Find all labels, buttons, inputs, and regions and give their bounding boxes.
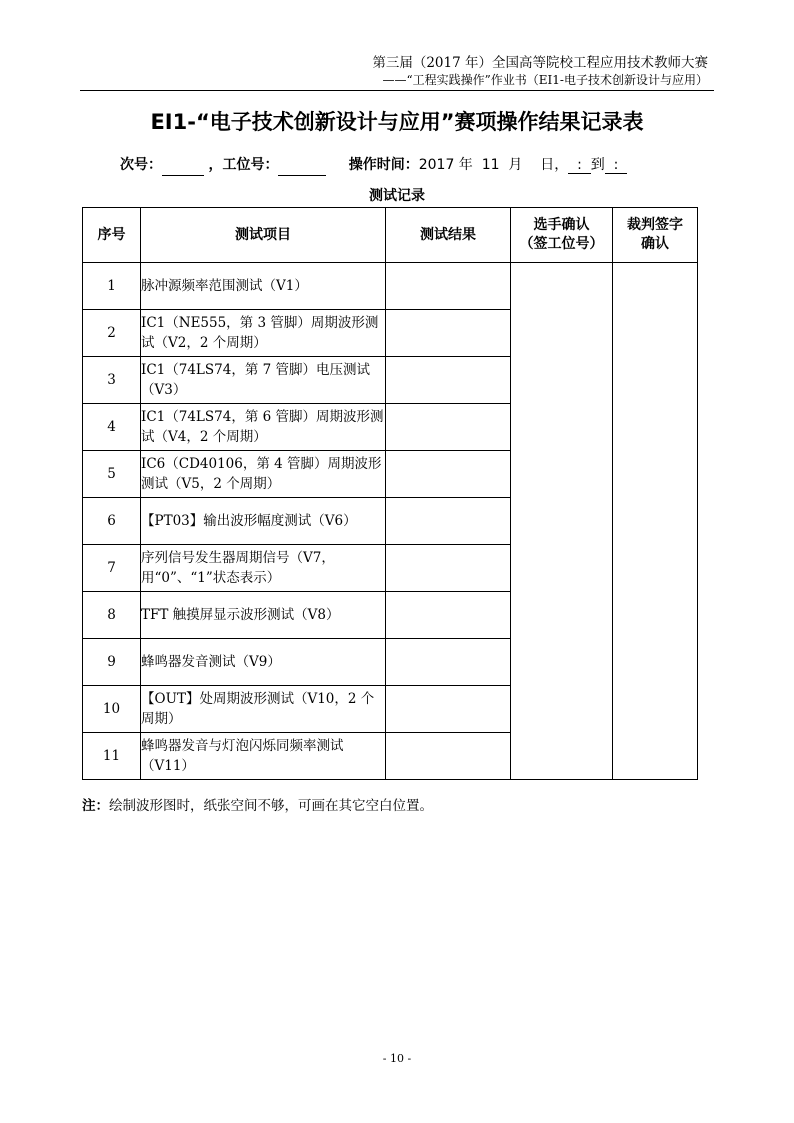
test-result-cell[interactable] <box>386 310 511 357</box>
test-item: IC1（NE555，第 3 管脚）周期波形测试（V2，2 个周期） <box>141 310 386 357</box>
col-header-contestant-confirm: 选手确认 （签工位号） <box>511 208 613 263</box>
note-label: 注： <box>82 798 109 814</box>
seq-label: 次号： <box>120 157 162 173</box>
to-label: 到 <box>590 157 605 173</box>
row-number: 6 <box>83 498 141 545</box>
page-number: - 10 - <box>382 1052 412 1065</box>
test-item: 脉冲源频率范围测试（V1） <box>141 263 386 310</box>
test-record-table <box>82 207 698 780</box>
header-workbook-subtitle: ——“工程实践操作”作业书（EI1-电子技术创新设计与应用） <box>382 73 708 87</box>
test-result-cell[interactable] <box>386 733 511 780</box>
test-item: TFT 触摸屏显示波形测试（V8） <box>141 592 386 639</box>
test-item: IC1（74LS74，第 6 管脚）周期波形测试（V4，2 个周期） <box>141 404 386 451</box>
date-text: 2017 年 11 月 日， <box>418 157 569 173</box>
station-field[interactable] <box>278 159 326 176</box>
contestant-confirm-cell[interactable] <box>511 263 613 780</box>
test-item: 【OUT】处周期波形测试（V10，2 个周期） <box>141 686 386 733</box>
page-title: EI1-“电子技术创新设计与应用”赛项操作结果记录表 <box>150 110 644 134</box>
header-rule <box>80 90 714 91</box>
row-number: 4 <box>83 404 141 451</box>
row-number: 3 <box>83 357 141 404</box>
col-header-number: 序号 <box>83 208 141 263</box>
table-caption: 测试记录 <box>369 188 425 204</box>
station-label: ，工位号： <box>208 157 279 173</box>
test-result-cell[interactable] <box>386 592 511 639</box>
test-result-cell[interactable] <box>386 545 511 592</box>
col-header-judge-sign: 裁判签字 确认 <box>613 208 698 263</box>
row-number: 7 <box>83 545 141 592</box>
test-item: 蜂鸣器发音测试（V9） <box>141 639 386 686</box>
test-result-cell[interactable] <box>386 357 511 404</box>
test-item: 序列信号发生器周期信号（V7，用“0”、“1”状态表示） <box>141 545 386 592</box>
test-result-cell[interactable] <box>386 639 511 686</box>
table-header-row <box>83 208 698 263</box>
table-row <box>83 263 698 310</box>
test-item: IC1（74LS74，第 7 管脚）电压测试（V3） <box>141 357 386 404</box>
test-result-cell[interactable] <box>386 404 511 451</box>
test-result-cell[interactable] <box>386 451 511 498</box>
row-number: 2 <box>83 310 141 357</box>
test-item: 蜂鸣器发音与灯泡闪烁同频率测试（V11） <box>141 733 386 780</box>
row-number: 10 <box>83 686 141 733</box>
footnote <box>82 797 433 815</box>
judge-sign-cell[interactable] <box>613 263 698 780</box>
header-competition-title: 第三届（2017 年）全国高等院校工程应用技术教师大赛 <box>372 55 708 71</box>
test-result-cell[interactable] <box>386 263 511 310</box>
note-text: 绘制波形图时，纸张空间不够，可画在其它空白位置。 <box>109 798 433 814</box>
test-result-cell[interactable] <box>386 498 511 545</box>
test-item: 【PT03】输出波形幅度测试（V6） <box>141 498 386 545</box>
row-number: 9 <box>83 639 141 686</box>
test-result-cell[interactable] <box>386 686 511 733</box>
row-number: 11 <box>83 733 141 780</box>
row-number: 8 <box>83 592 141 639</box>
time-to-field[interactable]: : <box>604 157 628 173</box>
time-label: 操作时间： <box>348 157 419 173</box>
row-number: 5 <box>83 451 141 498</box>
time-from-field[interactable]: : <box>568 157 591 173</box>
info-line <box>120 155 627 176</box>
col-header-item: 测试项目 <box>141 208 386 263</box>
row-number: 1 <box>83 263 141 310</box>
test-item: IC6（CD40106，第 4 管脚）周期波形测试（V5，2 个周期） <box>141 451 386 498</box>
seq-field[interactable] <box>162 159 204 176</box>
col-header-result: 测试结果 <box>386 208 511 263</box>
